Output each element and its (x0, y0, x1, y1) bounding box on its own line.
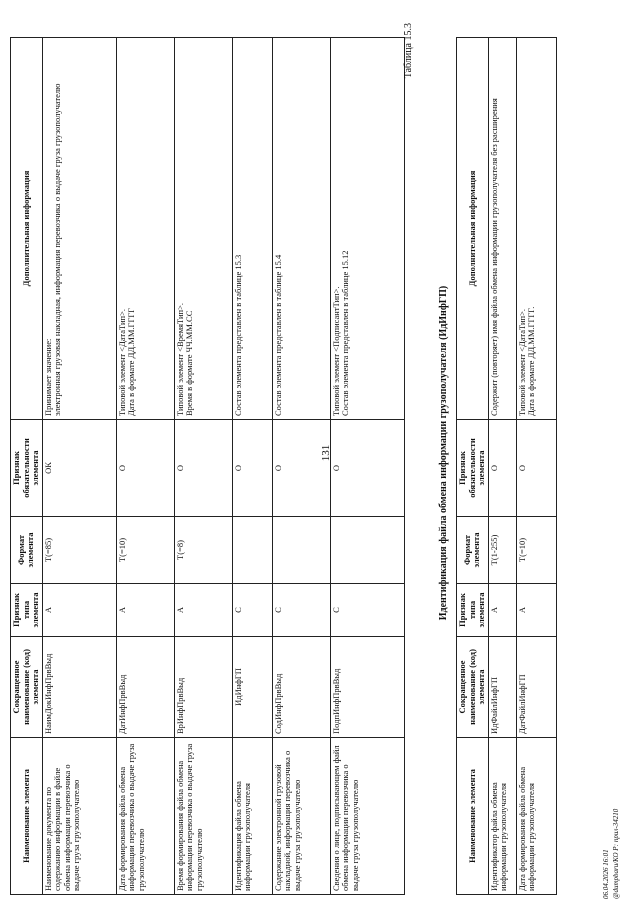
document-stamp (10, 843, 630, 903)
table-cell: Т(=85) (42, 517, 116, 584)
table-cell: ДатИнфПрвВыд (116, 637, 174, 738)
header-cell: Признак обязательности элемента (457, 420, 489, 517)
table-cell: Т(=10) (116, 517, 174, 584)
table-cell: А (516, 584, 556, 637)
table-row (42, 38, 116, 895)
header-cell: Формат элемента (457, 517, 489, 584)
table-cell: О (272, 420, 330, 517)
table-cell: А (174, 584, 232, 637)
table-cell: Идентификация файла обмена информации грузополучателя (232, 738, 272, 895)
table-cell: Типовой элемент <ВремяТип>. Время в формате ЧЧ.ММ.СС (174, 38, 232, 420)
page-number: 131 (320, 444, 332, 462)
table-cell: Наименование документа по содержанию информации в файле обмена информации перевозчика о выдаче груза грузополучателю (42, 738, 116, 895)
table-cell: О (516, 420, 556, 517)
table-row (272, 38, 330, 895)
table-cell: ИдИнфГП (232, 637, 272, 738)
header-cell: Признак типа элемента (457, 584, 489, 637)
table-cell: ОК (42, 420, 116, 517)
table-row (232, 38, 272, 895)
table-cell (232, 517, 272, 584)
table-cell: НаимДокИнфПрвВыд (42, 637, 116, 738)
table-number-label: Таблица 15.3 (403, 23, 414, 79)
rotated-page-content (10, 3, 630, 903)
table-cell: Типовой элемент <ДатаТип>. Дата в формате ДД.ММ.ГГГГ. (516, 38, 556, 420)
table-row (116, 38, 174, 895)
table-cell: А (42, 584, 116, 637)
table-header-row (457, 38, 489, 895)
table-cell: Т(=8) (174, 517, 232, 584)
table-cell: Дата формирования файла обмена информации перевозчика о выдаче груза грузополучателю (116, 738, 174, 895)
table-cell: ИдФайлИнфГП (488, 637, 516, 738)
table-cell (330, 517, 404, 584)
table-cell: Содержит (повторяет) имя файла обмена информации грузополучателя без расширения (488, 38, 516, 420)
table-cell: С (232, 584, 272, 637)
table-cell: О (330, 420, 404, 517)
table-cell: С (330, 584, 404, 637)
table-cell: Время формирования файла обмена информации перевозчика о выдаче груза грузополучателю (174, 738, 232, 895)
table-row (174, 38, 232, 895)
table-cell: Идентификатор файла обмена информации грузополучателя (488, 738, 516, 895)
header-cell: Дополнительная информация (457, 38, 489, 420)
table-cell: Т(=10) (516, 517, 556, 584)
table-cell: Сведения о лице, подписывающем файл обмена информации перевозчика о выдаче груза грузополучателю (330, 738, 404, 895)
table-cell: О (488, 420, 516, 517)
table-cell: О (116, 420, 174, 517)
header-cell: Дополнительная информация (11, 38, 43, 420)
header-cell: Признак обязательности элемента (11, 420, 43, 517)
table-body (488, 38, 556, 895)
stamp-line-1: 06.04.2026 16:01 (602, 849, 610, 899)
table-row (516, 38, 556, 895)
header-cell: Признак типа элемента (11, 584, 43, 637)
table-cell: СодИнфПрвВыд (272, 637, 330, 738)
table-elements-main (10, 37, 405, 895)
table-file-identification (456, 37, 557, 895)
table-body (42, 38, 404, 895)
table-title: Идентификация файла обмена информации грузополучателя (ИдИнфГП) (438, 285, 449, 621)
table-cell: А (488, 584, 516, 637)
table-cell: Дата формирования файла обмена информации грузополучателя (516, 738, 556, 895)
header-cell: Сокращенное наименование (код) элемента (11, 637, 43, 738)
table-cell: С (272, 584, 330, 637)
table-cell: Состав элемента представлен в таблице 15.3 (232, 38, 272, 420)
table-row (330, 38, 404, 895)
table-cell: Т(1-255) (488, 517, 516, 584)
table-cell: О (232, 420, 272, 517)
table-header-row (11, 38, 43, 895)
table-cell: Содержание электронной грузовой накладной, информация перевозчика о выдаче груза грузополучателю (272, 738, 330, 895)
table-cell: ДатФайлИнфГП (516, 637, 556, 738)
header-cell: Формат элемента (11, 517, 43, 584)
table-cell: ПодпИнфПрвВыд (330, 637, 404, 738)
table-cell: Типовой элемент <ДатаТип>. Дата в формате ДД.ММ.ГГГГ (116, 38, 174, 420)
table-cell: Принимает значение: электронная грузовая накладная, информация перевозчика о выдаче груза грузополучателю (42, 38, 116, 420)
table-cell: О (174, 420, 232, 517)
table-cell: А (116, 584, 174, 637)
stamp-line-2: @dumpbaru/КО Р: прил-34210 (612, 808, 620, 899)
header-cell: Наименование элемента (11, 738, 43, 895)
table-cell: Типовой элемент <ПодписантТип>. Состав элемента представлен в таблице 15.12 (330, 38, 404, 420)
header-cell: Сокращенное наименование (код) элемента (457, 637, 489, 738)
table-cell: ВрИнфПрвВыд (174, 637, 232, 738)
table-cell (272, 517, 330, 584)
table-row (488, 38, 516, 895)
header-cell: Наименование элемента (457, 738, 489, 895)
table-cell: Состав элемента представлен в таблице 15.4 (272, 38, 330, 420)
